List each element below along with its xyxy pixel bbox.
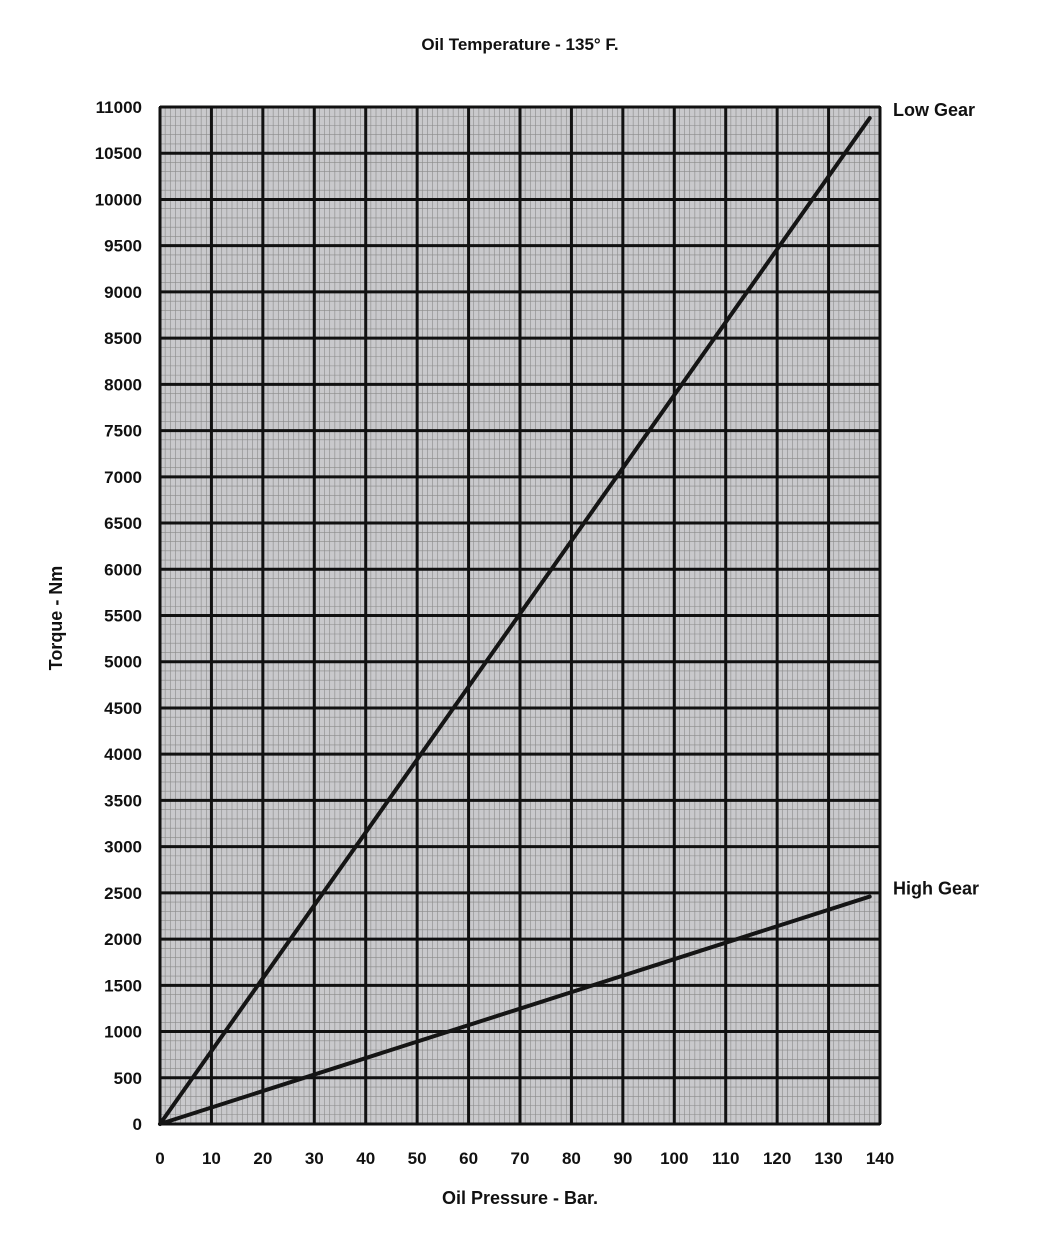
y-tick-label: 6000	[104, 560, 142, 580]
x-tick-label: 40	[356, 1149, 376, 1168]
x-tick-label: 90	[613, 1149, 633, 1168]
y-tick-label: 500	[113, 1068, 142, 1088]
chart-title: Oil Temperature - 135° F.	[421, 35, 619, 54]
y-axis-label: Torque - Nm	[46, 565, 66, 671]
y-tick-label: 3000	[104, 837, 142, 857]
y-tick-label: 10000	[94, 190, 142, 210]
x-tick-label: 140	[865, 1149, 895, 1168]
y-tick-label: 11000	[95, 98, 142, 117]
x-axis-label: Oil Pressure - Bar.	[441, 1188, 599, 1208]
y-tick-label: 2500	[104, 883, 142, 903]
y-tick-label: 5000	[104, 652, 142, 672]
x-tick-label: 20	[253, 1149, 273, 1168]
y-tick-label: 10500	[94, 144, 142, 164]
x-tick-label: 10	[201, 1149, 221, 1168]
series-label-high-gear: High Gear	[893, 878, 980, 899]
y-tick-label: 2000	[104, 930, 142, 950]
y-tick-label: 0	[132, 1115, 142, 1134]
y-tick-label: 5500	[104, 606, 142, 626]
x-tick-label: 60	[459, 1149, 479, 1168]
y-tick-label: 8000	[104, 375, 142, 395]
y-tick-label: 8500	[104, 329, 142, 349]
x-tick-label: 80	[561, 1149, 581, 1168]
x-tick-label: 0	[155, 1149, 165, 1168]
y-tick-label: 9500	[104, 236, 142, 256]
y-tick-label: 6500	[104, 514, 142, 534]
x-tick-label: 110	[711, 1149, 740, 1168]
x-tick-label: 130	[814, 1149, 843, 1168]
y-tick-label: 3500	[104, 791, 142, 811]
x-tick-label: 70	[510, 1149, 530, 1168]
y-tick-label: 9000	[104, 282, 142, 302]
y-tick-label: 4000	[104, 745, 142, 765]
series-labels	[893, 100, 979, 898]
x-tick-label: 120	[762, 1149, 792, 1168]
y-tick-label: 4500	[104, 698, 142, 718]
x-tick-label: 30	[304, 1149, 324, 1168]
x-tick-label: 50	[407, 1149, 427, 1168]
series-label-low-gear: Low Gear	[893, 100, 976, 121]
y-tick-label: 7000	[104, 467, 142, 487]
x-tick-labels	[155, 1149, 894, 1168]
y-tick-label: 1000	[104, 1022, 142, 1042]
y-tick-labels	[95, 98, 142, 1134]
y-tick-label: 1500	[104, 976, 142, 996]
x-tick-label: 100	[660, 1149, 689, 1168]
y-tick-label: 7500	[104, 421, 142, 441]
